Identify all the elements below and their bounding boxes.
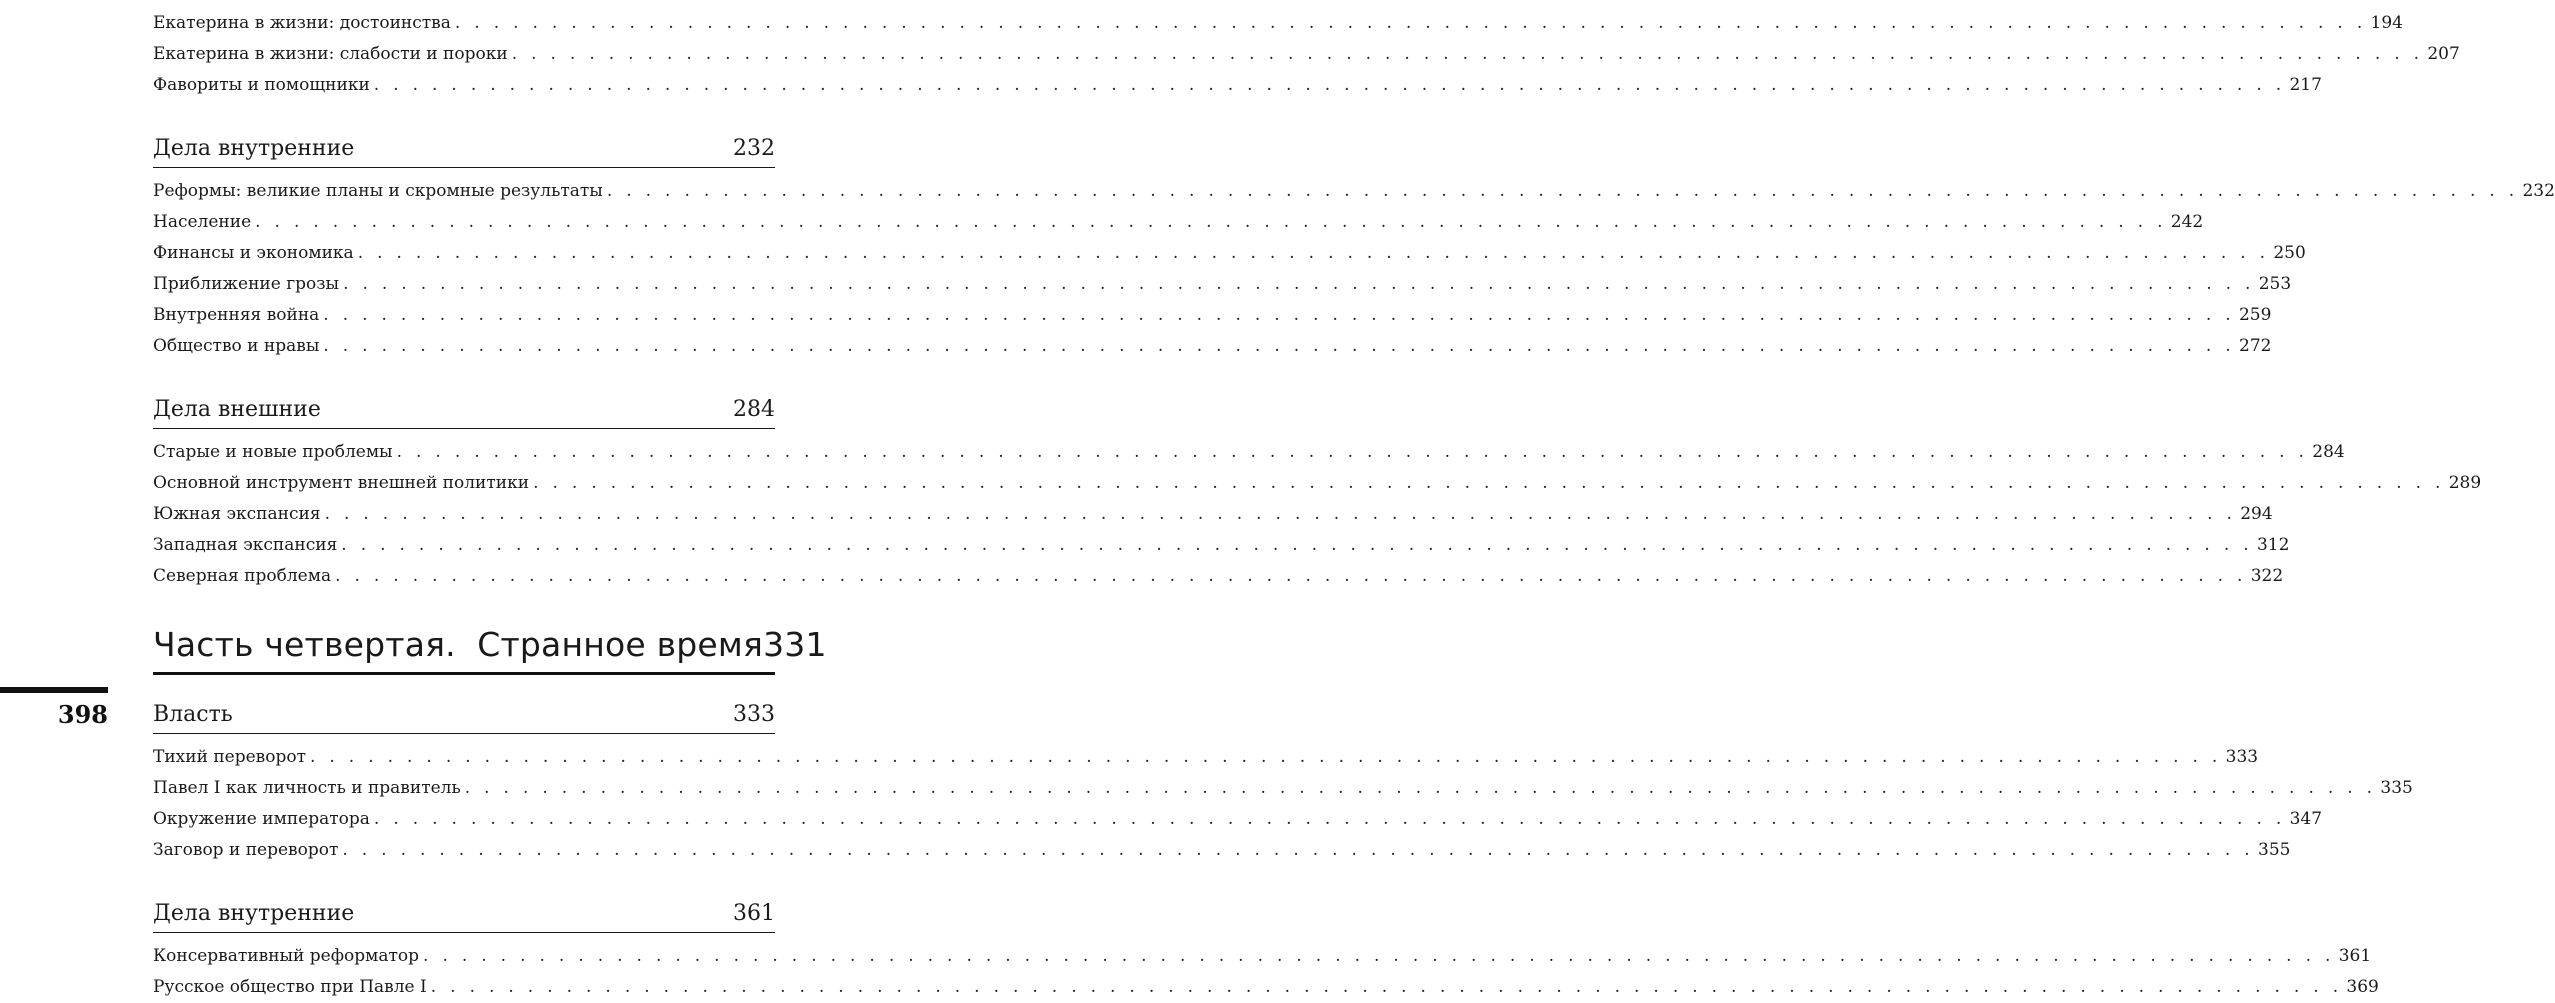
toc-entry[interactable]	[153, 804, 2323, 835]
toc-entry-title: Заговор и переворот	[153, 840, 339, 860]
toc-entry[interactable]	[153, 742, 2259, 773]
toc-entry[interactable]	[153, 437, 2345, 468]
toc-entry-title: Екатерина в жизни: достоинства	[153, 13, 451, 33]
dot-leader	[323, 300, 2235, 331]
toc-entry-title: Тихий переворот	[153, 747, 306, 767]
toc-entry[interactable]	[153, 300, 2272, 331]
section-title: Дела внутренние	[153, 136, 355, 161]
dot-leader	[533, 468, 2445, 499]
page-number: 398	[57, 700, 108, 729]
toc-entry-page: 253	[2258, 274, 2292, 294]
dot-leader	[358, 238, 2270, 269]
toc-entry[interactable]	[153, 530, 2290, 561]
dot-leader	[310, 742, 2222, 773]
toc-entry-page: 232	[2522, 181, 2555, 201]
section-title: Дела внешние	[153, 397, 321, 422]
toc-entry[interactable]	[153, 499, 2273, 530]
toc-entry-title: Приближение грозы	[153, 274, 340, 294]
dot-leader	[335, 561, 2247, 592]
toc-entry-page: 250	[2273, 243, 2306, 263]
toc-entry-title: Окружение императора	[153, 809, 370, 829]
dot-leader	[423, 941, 2335, 972]
toc-entry[interactable]	[153, 176, 2555, 207]
toc-entry-page: 284	[2312, 442, 2345, 462]
dot-leader	[374, 804, 2286, 835]
toc-entry-page: 294	[2240, 504, 2273, 524]
toc-entry[interactable]	[153, 835, 2291, 866]
toc-entry-title: Реформы: великие планы и скромные результаты	[153, 181, 603, 201]
toc-entry-page: 335	[2380, 778, 2413, 798]
section-page: 333	[733, 702, 775, 727]
toc-entry[interactable]	[153, 70, 2322, 101]
toc-entry-page: 242	[2170, 212, 2204, 232]
table-of-contents	[153, 0, 2555, 1003]
toc-entry[interactable]	[153, 941, 2372, 972]
toc-entry-page: 312	[2256, 535, 2290, 555]
toc-entry-page: 194	[2370, 13, 2403, 33]
toc-entry-page: 272	[2239, 336, 2272, 356]
dot-leader	[431, 972, 2343, 1003]
toc-entry-title: Население	[153, 212, 252, 232]
section-heading[interactable]	[153, 882, 775, 933]
toc-entry-title: Старые и новые проблемы	[153, 442, 393, 462]
section-page: 232	[733, 136, 775, 161]
section-heading[interactable]	[153, 683, 775, 734]
toc-entry-page: 217	[2289, 75, 2322, 95]
toc-entry[interactable]	[153, 561, 2284, 592]
toc-entry-page: 322	[2250, 566, 2284, 586]
section-heading[interactable]	[153, 378, 775, 429]
toc-entry[interactable]	[153, 8, 2403, 39]
folio-rule	[0, 687, 108, 693]
section-page: 361	[733, 901, 775, 926]
section-title: Дела внутренние	[153, 901, 355, 926]
toc-entry[interactable]	[153, 331, 2272, 362]
toc-entry-title: Общество и нравы	[153, 336, 320, 356]
dot-leader	[465, 773, 2377, 804]
toc-entry[interactable]	[153, 468, 2482, 499]
toc-entry-title: Екатерина в жизни: слабости и пороки	[153, 44, 508, 64]
toc-entry-page: 361	[2338, 946, 2372, 966]
dot-leader	[343, 269, 2255, 300]
toc-entry[interactable]	[153, 238, 2306, 269]
toc-entry-title: Финансы и экономика	[153, 243, 354, 263]
section-title: Власть	[153, 702, 233, 727]
toc-entry-page: 333	[2225, 747, 2259, 767]
toc-entry-title: Русское общество при Павле I	[153, 977, 427, 997]
dot-leader	[342, 835, 2254, 866]
dot-leader	[607, 176, 2519, 207]
toc-entry[interactable]	[153, 207, 2204, 238]
toc-entry-page: 289	[2448, 473, 2482, 493]
toc-entry-title: Павел I как личность и правитель	[153, 778, 461, 798]
toc-entry-title: Консервативный реформатор	[153, 946, 420, 966]
toc-entry-page: 355	[2258, 840, 2291, 860]
toc-entry-title: Южная экспансия	[153, 504, 321, 524]
dot-leader	[325, 499, 2237, 530]
toc-entry-page: 207	[2427, 44, 2460, 64]
dot-leader	[374, 70, 2286, 101]
toc-entry-title: Северная проблема	[153, 566, 332, 586]
part-page: 331	[763, 625, 827, 664]
toc-entry-title: Внутренняя война	[153, 305, 320, 325]
toc-entry[interactable]	[153, 269, 2292, 300]
section-heading[interactable]	[153, 117, 775, 168]
dot-leader	[255, 207, 2167, 238]
dot-leader	[341, 530, 2253, 561]
toc-entry[interactable]	[153, 972, 2379, 1003]
section-page: 284	[733, 397, 775, 422]
dot-leader	[512, 39, 2424, 70]
part-title: Часть четвертая. Странное время	[153, 625, 764, 664]
part-heading[interactable]	[153, 606, 827, 675]
toc-entry-page: 259	[2238, 305, 2272, 325]
dot-leader	[455, 8, 2367, 39]
toc-entry-title: Основной инструмент внешней политики	[153, 473, 530, 493]
toc-entry-page: 369	[2346, 977, 2379, 997]
toc-entry[interactable]	[153, 773, 2413, 804]
dot-leader	[323, 331, 2235, 362]
toc-entry-title: Фавориты и помощники	[153, 75, 370, 95]
toc-entry-title: Западная экспансия	[153, 535, 338, 555]
dot-leader	[397, 437, 2309, 468]
toc-entry[interactable]	[153, 39, 2460, 70]
toc-entry-page: 347	[2289, 809, 2323, 829]
